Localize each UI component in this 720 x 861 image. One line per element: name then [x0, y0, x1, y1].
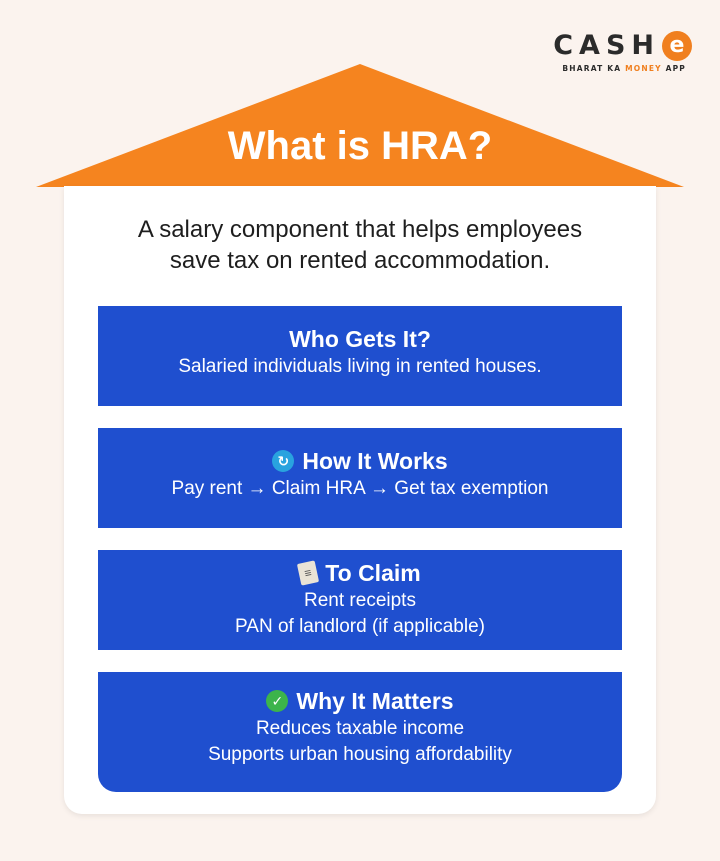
logo-brand-prefix: CASH	[553, 30, 660, 61]
section-heading-text: How It Works	[302, 448, 448, 474]
intro-line-2: save tax on rented accommodation.	[169, 247, 551, 274]
section-heading-text: Who Gets It?	[289, 326, 431, 352]
logo-tag-part1: BHARAT KA	[562, 64, 626, 73]
section-heading-text: Why It Matters	[296, 688, 454, 714]
logo-e-badge: e	[662, 31, 692, 61]
section-heading-text: To Claim	[325, 560, 421, 586]
section-to-claim	[98, 550, 622, 650]
page-title: What is HRA?	[227, 124, 493, 168]
cycle-icon: ↻	[272, 450, 294, 472]
logo-tagline	[553, 64, 686, 73]
section-line: Supports urban housing affordability	[208, 744, 512, 765]
section-line: Reduces taxable income	[255, 718, 465, 739]
section-line: Salaried individuals living in rented houses.	[178, 356, 542, 377]
logo-tag-part2: MONEY	[625, 64, 662, 73]
section-line: Pay rent → Claim HRA → Get tax exemption	[171, 478, 549, 499]
section-line: Rent receipts	[304, 590, 416, 611]
section-heading	[98, 686, 622, 716]
section-who-gets-it	[98, 306, 622, 406]
section-how-it-works	[98, 428, 622, 528]
section-why-it-matters	[98, 672, 622, 792]
section-heading	[98, 446, 622, 476]
intro-text	[64, 214, 656, 276]
logo-tag-part3: APP	[661, 64, 686, 73]
casshe-logo	[553, 30, 692, 73]
section-heading	[98, 324, 622, 354]
logo-wordmark	[553, 30, 692, 61]
section-line: PAN of landlord (if applicable)	[235, 616, 485, 637]
document-icon: ≡	[297, 560, 319, 585]
check-icon: ✓	[266, 690, 288, 712]
intro-line-1: A salary component that helps employees	[137, 216, 583, 243]
section-heading	[98, 558, 622, 588]
